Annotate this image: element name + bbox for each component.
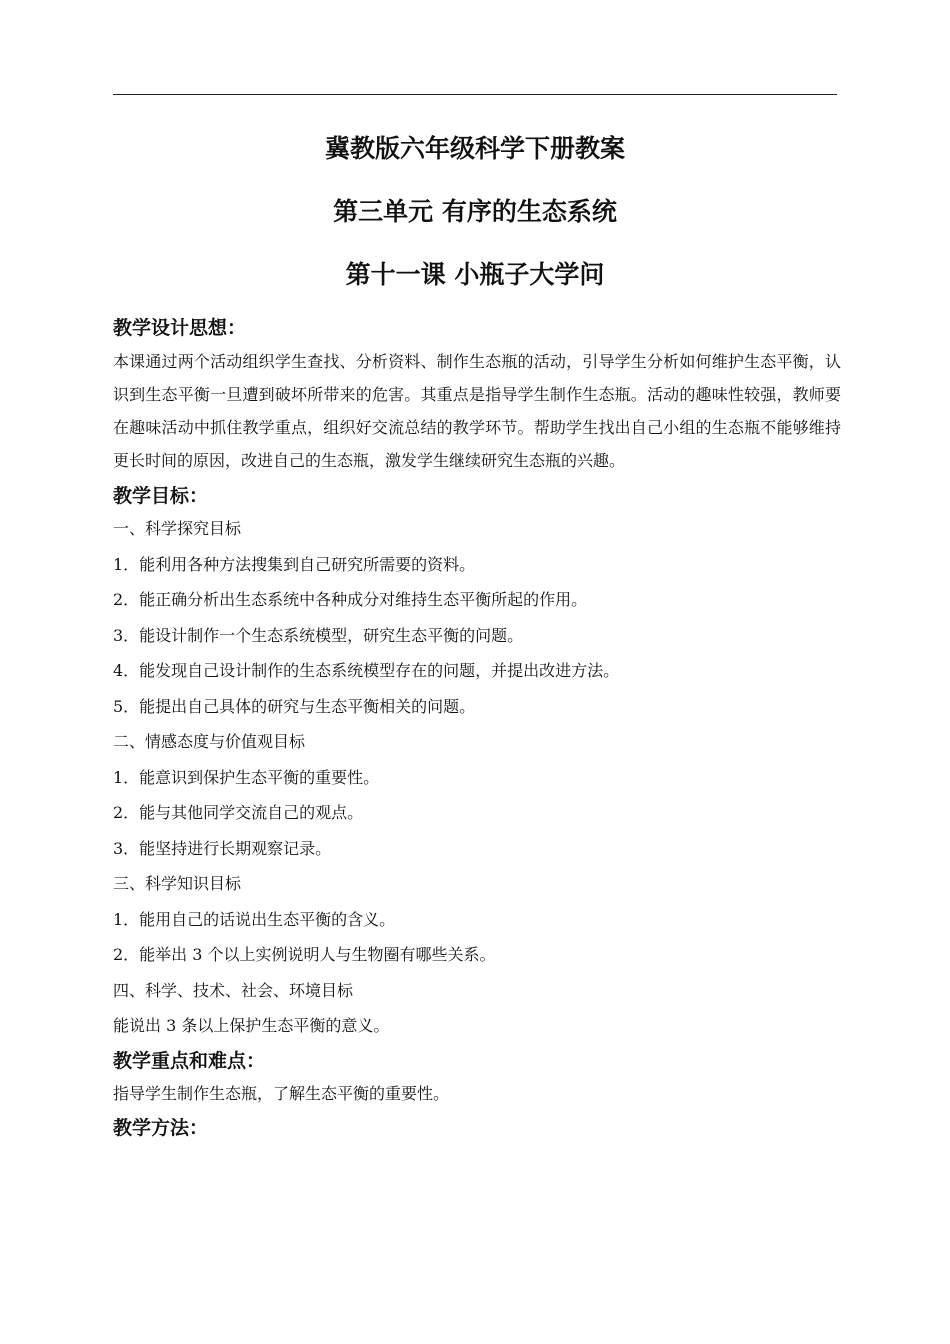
goal-line: 2．能与其他同学交流自己的观点。 [113,803,364,822]
design-heading: 教学设计思想： [113,317,247,339]
goal-line: 4．能发现自己设计制作的生态系统模型存在的问题，并提出改进方法。 [113,661,620,680]
goal-line: 2．能正确分析出生态系统中各种成分对维持生态平衡所起的作用。 [113,590,588,609]
keypoints-heading: 教学重点和难点： [113,1049,266,1072]
goals-list [113,511,841,1044]
design-paragraph: 本课通过两个活动组织学生查找、分析资料、制作生态瓶的活动，引导学生分析如何维护生态平衡，认识到生态平衡一旦遭到破坏所带来的危害。其重点是指导学生制作生态瓶。活动的趣味性较强，教师要在趣味活动中抓住教学重点，组织好交流总结的教学环节。帮助学生找出自己小组的生态瓶不能够维持更长时间的原因，改进自己的生态瓶，激发学生继续研究生态瓶的兴趣。 [113,352,841,470]
goal-line: 1．能意识到保护生态平衡的重要性。 [113,767,380,787]
goal-line: 3．能坚持进行长期观察记录。 [113,838,332,858]
lesson-title: 第十一课 小瓶子大学问 [345,260,605,289]
document-title: 冀教版六年级科学下册教案 [324,134,625,163]
document-body [113,315,841,1143]
goal-line: 1．能利用各种方法搜集到自己研究所需要的资料。 [113,554,476,574]
goal-line: 能说出 3 条以上保护生态平衡的意义。 [113,1016,390,1035]
goal-line: 四、科学、技术、社会、环境目标 [113,980,354,1000]
goal-line: 三、科学知识目标 [113,874,242,893]
goal-line: 二、情感态度与价值观目标 [113,732,306,751]
goals-heading: 教学目标： [113,485,209,507]
methods-heading: 教学方法： [113,1117,209,1139]
goal-line: 5．能提出自己具体的研究与生态平衡相关的问题。 [113,696,476,716]
goal-line: 2．能举出 3 个以上实例说明人与生物圈有哪些关系。 [113,945,496,964]
goal-line: 3．能设计制作一个生态系统模型，研究生态平衡的问题。 [113,625,524,645]
header-rule [113,94,837,95]
keypoints-line: 指导学生制作生态瓶，了解生态平衡的重要性。 [113,1083,450,1103]
unit-title: 第三单元 有序的生态系统 [333,197,617,226]
goal-line: 1．能用自己的话说出生态平衡的含义。 [113,909,396,929]
goal-line: 一、科学探究目标 [113,519,242,538]
